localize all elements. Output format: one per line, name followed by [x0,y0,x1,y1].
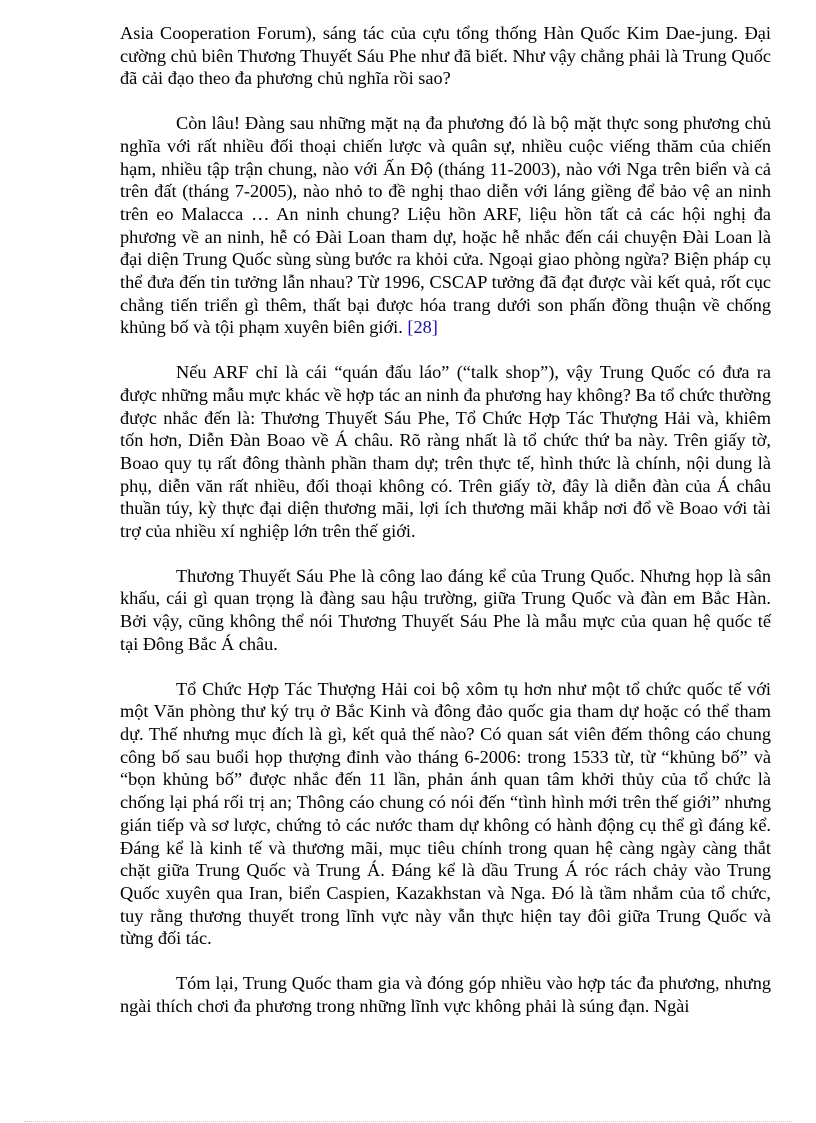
paragraph-text: Thương Thuyết Sáu Phe là công lao đáng kể của Trung Quốc. Nhưng họp là sân khấu, cái gì quan trọng là đàng sau hậu trường, giữa Trung Quốc và đàn em Bắc Hàn. Bởi vậy, cũng không thể nói Thương Thuyết Sáu Phe là mẫu mực của quan hệ quốc tế tại Đông Bắc Á châu. [120,565,771,654]
page-bottom-divider [24,1121,792,1122]
paragraph-4 [120,565,771,656]
paragraph-text: Còn lâu! Đàng sau những mặt nạ đa phương đó là bộ mặt thực song phương chủ nghĩa với rất nhiều đối thoại chiến lược và quân sự, nhiều cuộc viếng thăm của chiến hạm, nhiều tập trận chung, nào với Ấn Độ (tháng 11-2003), nào với Nga trên biển và cả trên đất (tháng 7-2005), nào nhỏ to đề nghị thao diễn với láng giềng để bảo vệ an ninh trên eo Malacca … An ninh chung? Liệu hồn ARF, liệu hồn tất cả các hội nghị đa phương về an ninh, hễ có Đài Loan tham dự, hoặc hễ nhắc đến cái chuyện Đài Loan là đại diện Trung Quốc sùng sùng bước ra khỏi cửa. Ngoại giao phòng ngừa? Biện pháp cụ thể đưa đến tin tưởng lẫn nhau? Từ 1996, CSCAP tưởng đã đạt được vài kết quả, rốt cục chẳng tiến triển gì thêm, thất bại được hóa trang dưới son phấn đồng thuận về chống khủng bố và tội phạm xuyên biên giới. [120,113,771,338]
paragraph-5 [120,678,771,950]
paragraph-3 [120,361,771,543]
paragraph-text: Tổ Chức Hợp Tác Thượng Hải coi bộ xôm tụ hơn như một tổ chức quốc tế với một Văn phòng thư ký trụ ở Bắc Kinh và đông đảo quốc gia tham dự hoặc có thể tham dự. Thế nhưng mục đích là gì, kết quả thế nào? Có quan sát viên đếm thông cáo chung công bố sau buổi họp thượng đỉnh vào tháng 6-2006: trong 1533 từ, từ “khủng bố” và “bọn khủng bố” được nhắc đến 11 lần, phản ánh quan tâm khởi thủy của tổ chức là chống lại phá rối trị an; Thông cáo chung có nói đến “tình hình mới trên thế giới” nhưng gián tiếp và sơ lược, chứng tỏ các nước tham dự không có hành động cụ thể gì đáng kể. Đáng kể là kinh tế và thương mãi, mục tiêu chính trong quan hệ càng ngày càng thắt chặt giữa Trung Quốc và Trung Á. Đáng kể là dầu Trung Á róc rách chảy vào Trung Quốc xuyên qua Iran, biển Caspien, Kazakhstan và Nga. Đó là tầm nhắm của tổ chức, tuy rằng thương thuyết trong lĩnh vực này vẫn thực hiện tay đôi giữa Trung Quốc và từng đối tác. [120,678,771,949]
paragraph-1 [120,22,771,90]
paragraph-text: Nếu ARF chỉ là cái “quán đấu láo” (“talk shop”), vậy Trung Quốc có đưa ra được những mẫu mực khác về hợp tác an ninh đa phương hay không? Ba tổ chức thường được nhắc đến là: Thương Thuyết Sáu Phe, Tổ Chức Hợp Tác Thượng Hải và, khiêm tốn hơn, Diễn Đàn Boao về Á châu. Rõ ràng nhất là tổ chức thứ ba này. Trên giấy tờ, Boao quy tụ rất đông thành phần tham dự; trên thực tế, hình thức là chính, nội dung là phụ, diễn văn rất nhiều, đối thoại không có. Trên giấy tờ, đây là diễn đàn của Á châu thuần túy, kỳ thực đại diện thương mãi, lợi ích thương mãi khắp nơi đổ về Boao với tài trợ của nhiều xí nghiệp lớn trên thế giới. [120,362,771,542]
paragraph-6 [120,972,771,1017]
document-page [120,22,771,1017]
paragraph-text: Tóm lại, Trung Quốc tham gia và đóng góp nhiều vào hợp tác đa phương, nhưng ngài thích chơi đa phương trong những lĩnh vực không phải là súng đạn. Ngài [120,973,771,1016]
paragraph-2 [120,112,771,339]
paragraph-text: Asia Cooperation Forum), sáng tác của cựu tổng thống Hàn Quốc Kim Dae-jung. Đại cường chủ biên Thương Thuyết Sáu Phe như đã biết. Như vậy chẳng phải là Trung Quốc đã cải đạo theo đa phương chủ nghĩa rồi sao? [120,23,771,89]
footnote-link-28[interactable]: [28] [407,317,438,338]
